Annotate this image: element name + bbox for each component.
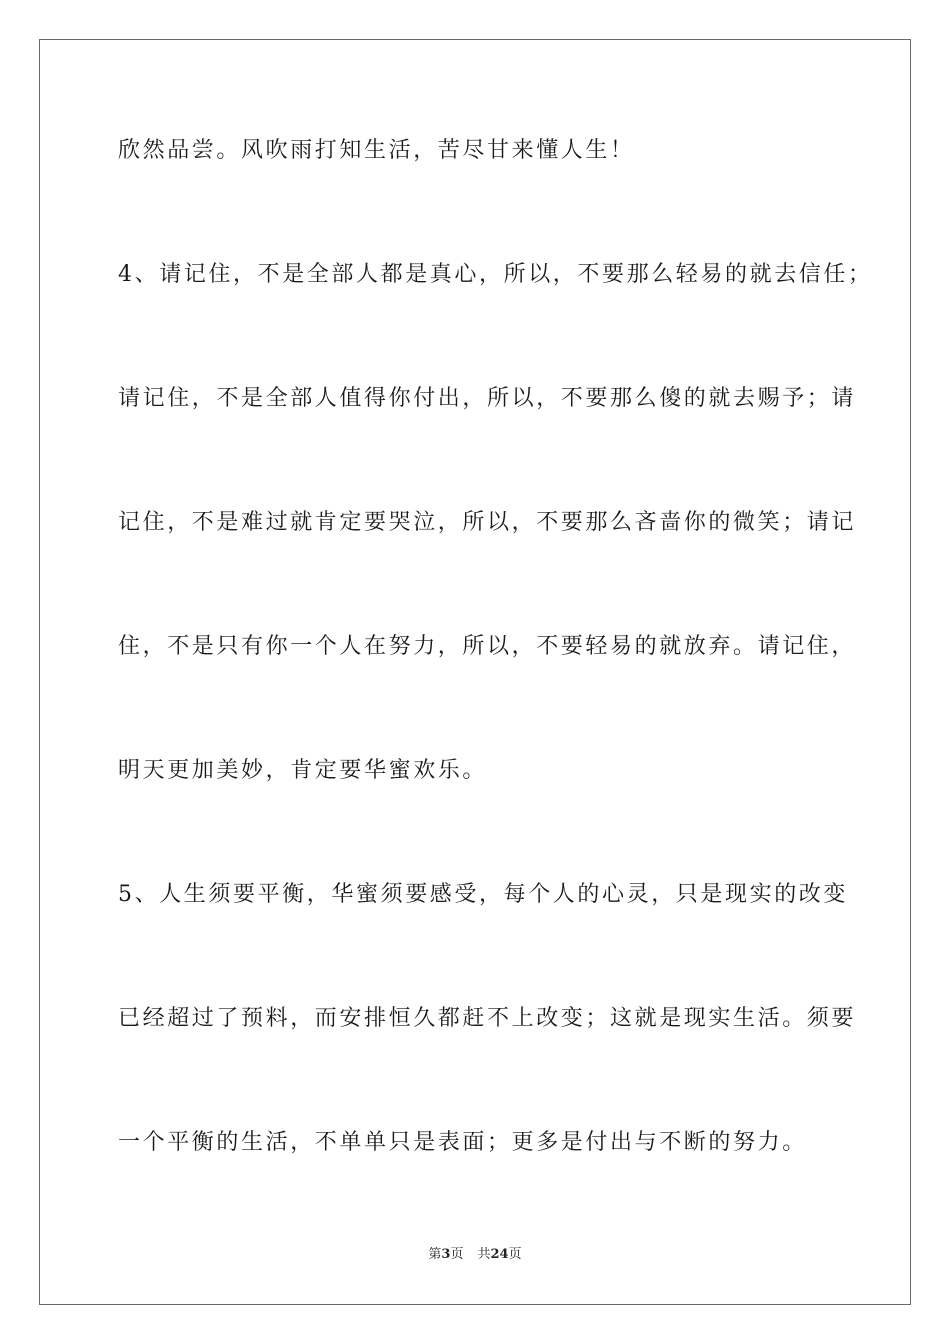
body-text-line: 请记住，不是全部人值得你付出，所以，不要那么傻的就去赐予；请 [118,386,857,411]
current-page-number: 3 [441,1247,451,1262]
body-text-line: 5、人生须要平衡，华蜜须要感受，每个人的心灵，只是现实的改变 [118,882,848,907]
body-text-line: 记住，不是难过就肯定要哭泣，所以，不要那么吝啬你的微笑；请记 [118,510,857,535]
total-prefix: 共 [477,1247,491,1262]
page-footer [0,1246,950,1264]
page-border [39,39,911,1305]
total-page-number: 24 [490,1247,509,1262]
body-text-line: 已经超过了预料，而安排恒久都赶不上改变；这就是现实生活。须要 [118,1006,857,1031]
body-text-line: 欣然品尝。风吹雨打知生活，苦尽甘来懂人生！ [118,138,635,163]
body-text-line: 住，不是只有你一个人在努力，所以，不要轻易的就放弃。请记住， [118,634,857,659]
body-text-line: 4、请记住，不是全部人都是真心，所以，不要那么轻易的就去信任； [118,262,873,287]
page-suffix: 页 [450,1247,464,1262]
body-text-line: 明天更加美妙，肯定要华蜜欢乐。 [118,758,488,783]
total-suffix: 页 [508,1247,522,1262]
body-text-line: 一个平衡的生活，不单单只是表面；更多是付出与不断的努力。 [118,1130,807,1155]
page-prefix: 第 [428,1247,442,1262]
